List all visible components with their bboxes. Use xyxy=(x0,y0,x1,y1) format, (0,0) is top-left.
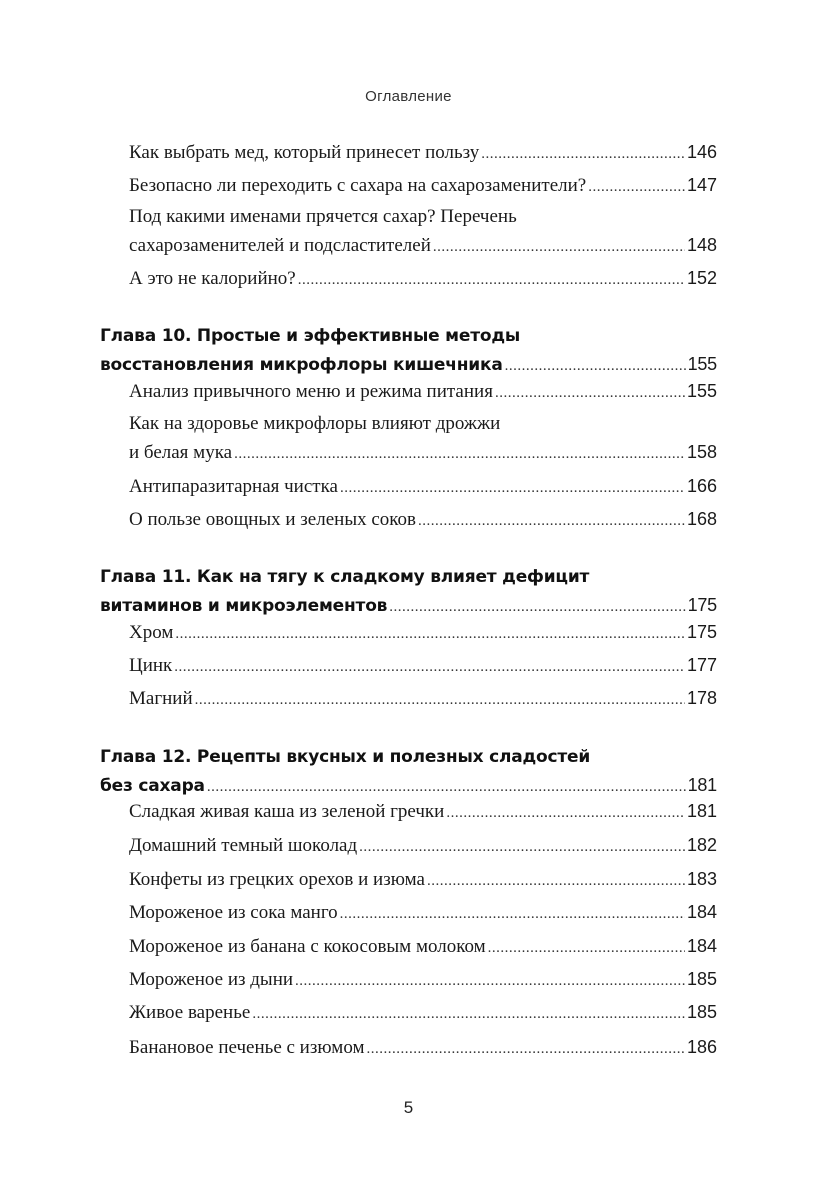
dot-leader xyxy=(389,592,685,621)
toc-entry xyxy=(100,651,717,679)
chapter-title-line1: Глава 12. Рецепты вкусных и полезных сладостей xyxy=(100,747,591,767)
chapter-title-line1: Глава 11. Как на тягу к сладкому влияет дефицит xyxy=(100,567,590,587)
dot-leader xyxy=(234,439,685,468)
dot-leader xyxy=(298,265,685,294)
toc-entry-title: Мороженое из дыни xyxy=(129,969,294,990)
toc-chapter-11 xyxy=(100,563,717,619)
toc-entry xyxy=(100,138,717,166)
toc-page-number: 155 xyxy=(686,381,717,401)
toc-entry xyxy=(100,865,717,893)
toc-entry xyxy=(100,618,717,646)
toc-entry-title: Безопасно ли переходить с сахара на сахарозаменители? xyxy=(129,175,587,196)
dot-leader xyxy=(340,473,685,502)
toc-entry xyxy=(100,203,717,259)
toc-entry xyxy=(100,898,717,926)
toc-entry-title-line1: Под какими именами прячется сахар? Перечень xyxy=(129,206,517,227)
running-head: Оглавление xyxy=(365,88,452,105)
toc-entry-title-line2: и белая мука xyxy=(129,442,233,463)
toc-entry-title-line1: Как на здоровье микрофлоры влияют дрожжи xyxy=(129,413,501,434)
toc-entry-title: А это не калорийно? xyxy=(129,268,296,289)
toc-entry xyxy=(100,932,717,960)
dot-leader xyxy=(505,351,686,380)
toc-chapter-10 xyxy=(100,322,717,378)
toc-entry-title: Цинк xyxy=(129,655,173,676)
toc-page-number: 177 xyxy=(686,655,717,675)
toc-entry xyxy=(100,684,717,712)
dot-leader xyxy=(588,172,685,201)
dot-leader xyxy=(427,866,685,895)
toc-page-number: 185 xyxy=(686,1002,717,1022)
toc-page-number: 148 xyxy=(686,235,717,255)
toc-entry-title: Магний xyxy=(129,688,193,709)
dot-leader xyxy=(174,652,685,681)
chapter-title-line2: витаминов и микроэлементов xyxy=(100,596,388,616)
dot-leader xyxy=(433,232,685,261)
toc-entry-title: Хром xyxy=(129,622,174,643)
dot-leader xyxy=(446,798,685,827)
toc-page-number: 183 xyxy=(686,869,717,889)
toc-entry-title: Конфеты из грецких орехов и изюма xyxy=(129,869,425,890)
dot-leader xyxy=(481,139,685,168)
toc-entry xyxy=(100,410,717,466)
toc-page-number: 166 xyxy=(686,476,717,496)
toc-entry xyxy=(100,377,717,405)
toc-page-number: 181 xyxy=(686,801,717,821)
toc-page-number: 184 xyxy=(686,902,717,922)
dot-leader xyxy=(418,506,685,535)
toc-page-number: 175 xyxy=(686,622,717,642)
toc-entry xyxy=(100,998,717,1026)
dot-leader xyxy=(252,999,685,1028)
toc-entry-title: Антипаразитарная чистка xyxy=(129,476,338,497)
toc-entry-title: Живое варенье xyxy=(129,1002,251,1023)
toc-entry xyxy=(100,472,717,500)
toc-entry xyxy=(100,505,717,533)
toc-entry xyxy=(100,1033,717,1061)
toc-page-number: 152 xyxy=(686,268,717,288)
toc-page-number: 158 xyxy=(686,442,717,462)
toc-entry xyxy=(100,965,717,993)
toc-entry xyxy=(100,264,717,292)
dot-leader xyxy=(340,899,685,928)
toc-page-number: 168 xyxy=(686,509,717,529)
dot-leader xyxy=(295,966,685,995)
toc-entry xyxy=(100,171,717,199)
toc-page-number: 155 xyxy=(687,354,717,374)
chapter-title-line2: без сахара xyxy=(100,776,205,796)
toc-entry-title: О пользе овощных и зеленых соков xyxy=(129,509,417,530)
toc-entry-title: Домашний темный шоколад xyxy=(129,835,358,856)
toc-page-number: 146 xyxy=(686,142,717,162)
toc-entry-title: Сладкая живая каша из зеленой гречки xyxy=(129,801,445,822)
toc-entry-title: Мороженое из сока манго xyxy=(129,902,338,923)
toc-page-number: 182 xyxy=(686,835,717,855)
toc-entry-title: Банановое печенье с изюмом xyxy=(129,1037,365,1058)
toc-chapter-12 xyxy=(100,743,717,799)
dot-leader xyxy=(359,832,685,861)
toc-entry-title: Мороженое из банана с кокосовым молоком xyxy=(129,936,486,957)
dot-leader xyxy=(175,619,685,648)
page-number: 5 xyxy=(403,1098,414,1117)
toc-page-number: 185 xyxy=(686,969,717,989)
toc-page-number: 175 xyxy=(687,595,717,615)
chapter-title-line2: восстановления микрофлоры кишечника xyxy=(100,355,503,375)
dot-leader xyxy=(195,685,685,714)
toc-entry xyxy=(100,797,717,825)
toc-page-number: 184 xyxy=(686,936,717,956)
toc-entry xyxy=(100,831,717,859)
chapter-title-line1: Глава 10. Простые и эффективные методы xyxy=(100,326,521,346)
toc-entry-title: Как выбрать мед, который принесет пользу xyxy=(129,142,480,163)
toc-page-number: 178 xyxy=(686,688,717,708)
toc-entry-title-line2: сахарозаменителей и подсластителей xyxy=(129,235,431,256)
toc-page-number: 186 xyxy=(686,1037,717,1057)
toc-page-number: 147 xyxy=(686,175,717,195)
dot-leader xyxy=(367,1034,685,1063)
toc-entry-title: Анализ привычного меню и режима питания xyxy=(129,381,493,402)
dot-leader xyxy=(488,933,685,962)
toc-page-number: 181 xyxy=(687,775,717,795)
dot-leader xyxy=(495,378,685,407)
